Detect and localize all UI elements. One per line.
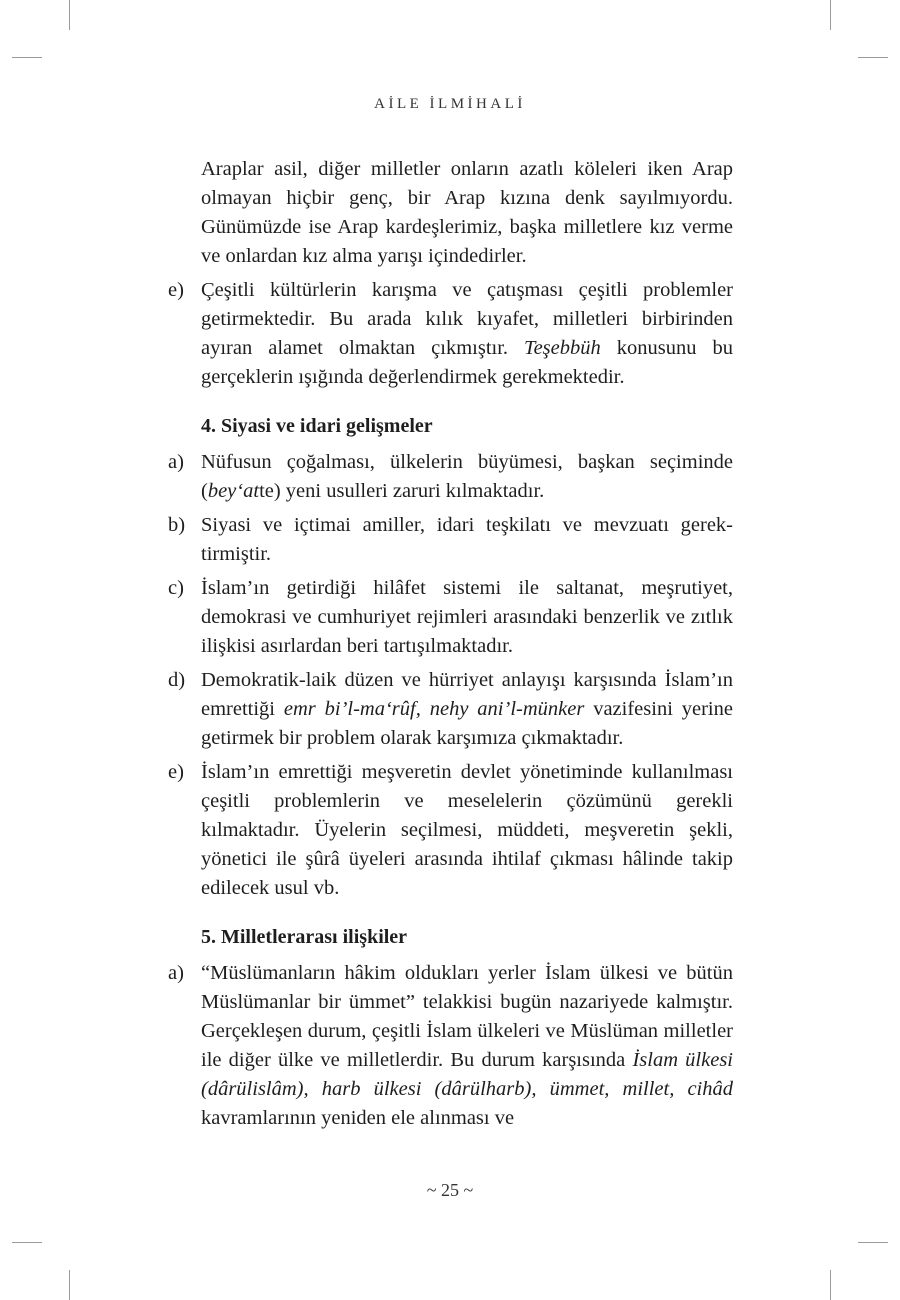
crop-mark-top-left (69, 0, 70, 30)
item-text: “Müslümanların hâkim oldukları yerler İslam ülkesi ve bütün Müslümanlar bir ümmet” telakkisi bugün nazariyede kalmıştır. Gerçekleşen durum, çeşitli İslam ülkeleri ve Müslüman milletler ile diğer ülke ve milletlerdir. Bu durum karşısında (201, 962, 733, 1071)
running-head: AİLE İLMİHALİ (374, 96, 526, 112)
crop-mark-bottom-left (69, 1270, 70, 1300)
crop-mark-top-right (830, 0, 831, 30)
list-marker: b) (168, 514, 186, 536)
crop-mark-right-top (858, 57, 888, 58)
crop-mark-bottom-right (830, 1270, 831, 1300)
list-item-e-culture (168, 276, 733, 392)
item-text: te) yeni usulleri zaruri kılmaktadır. (259, 480, 545, 502)
item-text: Nüfusun çoğalması, ülkelerin büyümesi, başkan seçiminde ( (201, 451, 733, 502)
list-marker: e) (168, 761, 184, 783)
list-item-4b (168, 511, 733, 569)
list-item-4e (168, 758, 733, 903)
item-text: Çeşitli kültürlerin karışma ve çatışması çeşitli problemler getirmektedir. Bu arada kılık kıyafet, milletleri birbirinden ayıran alamet olmaktan çıkmıştır. (201, 279, 733, 359)
item-text: Siyasi ve içtimai amiller, idari teşkilatı ve mevzuatı gerektirmiştir. (201, 514, 733, 565)
item-text: konusunu bu gerçeklerin ışığında değerlendirmek gerekmektedir. (201, 337, 733, 388)
section-heading-4: 4. Siyasi ve idari gelişmeler (201, 415, 433, 437)
item-text: kavramlarının yeniden ele alınması ve (201, 1107, 515, 1129)
page-number: ~ 25 ~ (426, 1180, 474, 1200)
item-text: İslam’ın getirdiği hilâfet sistemi ile saltanat, meşrutiyet, demokrasi ve cumhuriyet rejimleri arasındaki benzerlik ve zıtlık ilişkisi asırlardan beri tartışılmaktadır. (201, 577, 733, 657)
list-marker: c) (168, 577, 184, 599)
item-italic-term: İslam ülkesi (dârülislâm), harb ülkesi (dârülharb), ümmet, millet, cihâd (201, 1049, 733, 1100)
list-marker: a) (168, 451, 184, 473)
item-text: İslam’ın emrettiği meşveretin devlet yönetiminde kullanılması çeşitli problemlerin ve meselelerin çözümünü gerekli kılmaktadır. Üyelerin seçilmesi, müddeti, meşveretin şekli, yönetici ile şûrâ üyeleri arasında ihtilaf çıkması hâlinde takip edilecek usul vb. (201, 761, 733, 899)
list-marker: a) (168, 962, 184, 984)
item-italic-term: emr bi’l-ma‘rûf, nehy ani’l-münker (283, 698, 585, 720)
list-item-4c (168, 574, 733, 661)
item-text: Demokratik-laik düzen ve hürriyet anlayışı karşısında İslam’ın emrettiği (201, 669, 733, 720)
list-item-4d (168, 666, 733, 753)
list-item-5a (168, 959, 733, 1133)
crop-mark-right-bottom (858, 1242, 888, 1243)
section-heading-5: 5. Milletlerarası ilişkiler (201, 926, 408, 948)
intro-paragraph: Araplar asil, diğer milletler onların azatlı köleleri iken Arap olmayan hiçbir genç, bir Arap kızına denk sayılmıyordu. Günümüzde ise Arap kardeşlerimiz, başka milletlere kız verme ve onlardan kız alma yarışı içindedirler. (201, 158, 733, 267)
list-item-4a (168, 448, 733, 506)
list-marker: d) (168, 669, 186, 691)
page-body (168, 155, 733, 1133)
item-italic-term: bey‘at (207, 480, 260, 502)
item-italic-term: Teşebbüh (524, 337, 601, 359)
list-marker: e) (168, 279, 184, 301)
crop-mark-left-top (12, 57, 42, 58)
item-text: vazifesini yerine getirmek bir problem olarak karşımıza çıkmaktadır. (201, 698, 733, 749)
crop-mark-left-bottom (12, 1242, 42, 1243)
